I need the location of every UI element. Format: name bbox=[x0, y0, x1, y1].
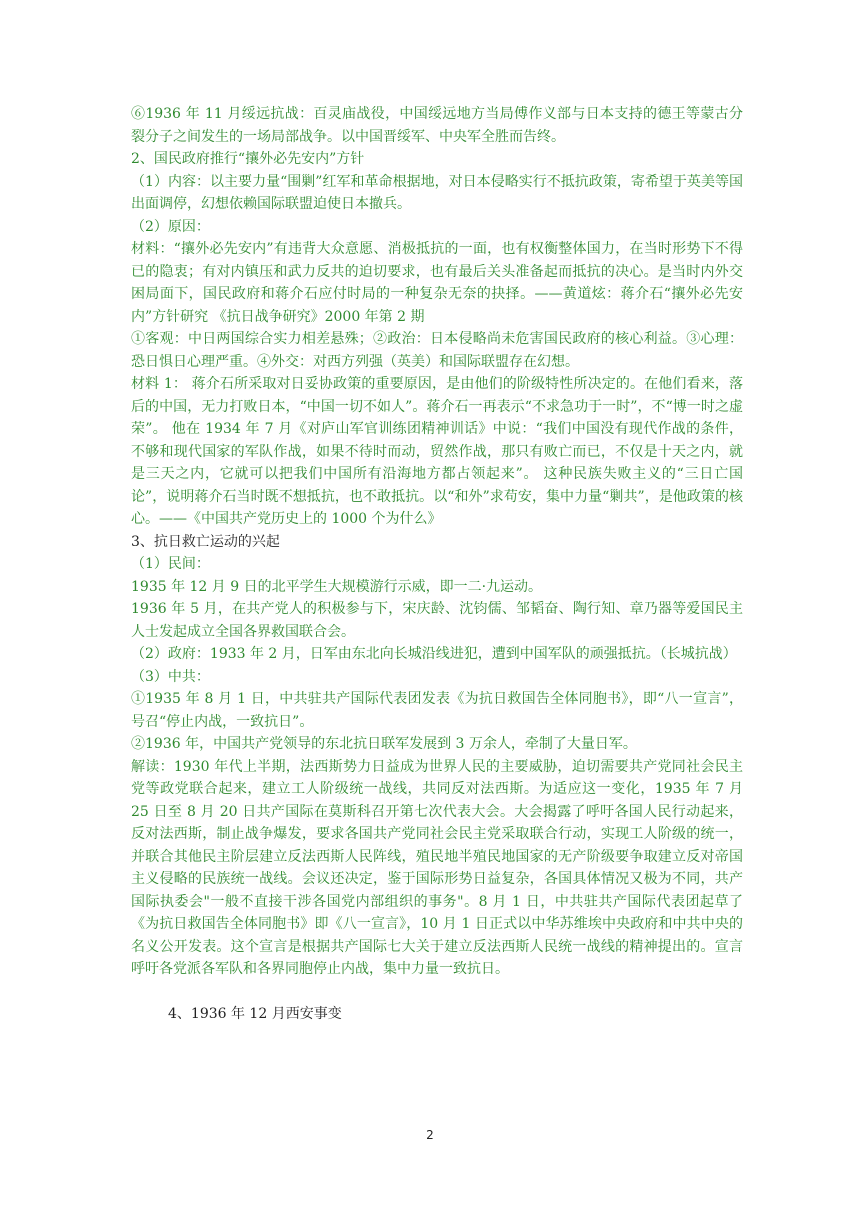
heading-section-2: 2、国民政府推行“攘外必先安内”方针 bbox=[131, 151, 365, 167]
paragraph-interpretation: 解读：1930 年代上半期，法西斯势力日益成为世界人民的主要威胁，迫切需要共产党同社会民主党等政党联合起来，建立工人阶级统一战线，共同反对法西斯。为适应这一变化，1935 年 7 月 25 日至 8 月 20 日共产国际在莫斯科召开第七次代表大会。大会揭露了呼吁各国人民行动起来，反对法西斯，制止战争爆发，要求各国共产党同社会民主党采取联合行动，实现工人阶级的统一，并联合其他民主阶层建立反法西斯人民阵线，殖民地半殖民地国家的无产阶级要争取建立反对帝国主义侵略的民族统一战线。会议还决定，鉴于国际形势日益复杂，各国具体情况又极为不同，共产国际执委会"一般不直接干涉各国党内部组织的事务"。8 月 1 日，中共驻共产国际代表团起草了《为抗日救国告全体同胞书》即《八一宣言》，10 月 1 日正式以中华苏维埃中央政府和中共中央的名义公开发表。这个宣言是根据共产国际七大关于建立反法西斯人民统一战线的精神提出的。宣言呼吁各党派各军队和各界同胞停止内战，集中力量一致抗日。 bbox=[131, 758, 743, 977]
heading-section-4: 4、1936 年 12 月西安事变 bbox=[168, 1005, 342, 1022]
paragraph-salvation-association: 1936 年 5 月，在共产党人的积极参与下，宋庆龄、沈钧儒、邹韬奋、陶行知、章乃器等爱国民主人士发起成立全国各界救国联合会。 bbox=[131, 601, 743, 640]
paragraph-ccp-label: （3）中共： bbox=[131, 668, 210, 685]
paragraph-suiyuan: ⑥1936 年 11 月绥远抗战：百灵庙战役，中国绥远地方当局傅作义部与日本支持的德王等蒙古分裂分子之间发生的一场局部战争。以中国晋绥军、中央军全胜而告终。 bbox=[131, 106, 743, 145]
paragraph-material-1: 材料 1： 蒋介石所采取对日妥协政策的重要原因，是由他们的阶级特性所决定的。在他们看来，落后的中国，无力打败日本，“中国一切不如人”。蒋介石一再表示“不求急功于一时”，不“博一时之虚荣”。 他在 1934 年 7 月《对庐山军官训练团精神训话》中说：“我们中国没有现代作战的条件，不够和现代国家的军队作战，如果不待时而动，贸然作战，那只有败亡而已，不仅是十天之内，就是三天之内，它就可以把我们中国所有沿海地方都占领起来”。 这种民族失败主义的“三日亡国论”，说明蒋介石当时既不想抵抗，也不敢抵抗。以“和外”求苟安，集中力量“剿共”，是他政策的核心。——《中国共产党历史上的 1000 个为什么》 bbox=[131, 376, 743, 527]
paragraph-civil-label: （1）民间： bbox=[131, 556, 210, 572]
paragraph-content: （1）内容：以主要力量“围剿”红军和革命根据地，对日本侵略实行不抵抗政策，寄希望于英美等国出面调停，幻想依赖国际联盟迫使日本撤兵。 bbox=[131, 173, 743, 212]
paragraph-material: 材料：“攘外必先安内”有违背大众意愿、消极抵抗的一面，也有权衡整体国力，在当时形势下不得已的隐衷；有对内镇压和武力反共的迫切要求，也有最后关头准备起而抵抗的决心。是当时内外交困局面下，国民政府和蒋介石应付时局的一种复杂无奈的抉择。——黄道炫：蒋介石“攘外必先安内”方针研究 《抗日战争研究》2000 年第 2 期 bbox=[131, 241, 743, 325]
page-number: 2 bbox=[426, 1128, 434, 1142]
document-body bbox=[131, 103, 743, 1025]
paragraph-northeast-army: ②1936 年，中国共产党领导的东北抗日联军发展到 3 万余人，牵制了大量日军。 bbox=[131, 736, 637, 752]
paragraph-december-9: 1935 年 12 月 9 日的北平学生大规模游行示威，即一二·九运动。 bbox=[131, 578, 543, 595]
paragraph-reasons-list: ①客观：中日两国综合实力相差悬殊；②政治：日本侵略尚未危害国民政府的核心利益。③心理：恐日惧日心理严重。④外交：对西方列强（英美）和国际联盟存在幻想。 bbox=[131, 331, 743, 370]
paragraph-reason-label: （2）原因： bbox=[131, 218, 210, 235]
paragraph-august-1-declaration: ①1935 年 8 月 1 日，中共驻共产国际代表团发表《为抗日救国告全体同胞书》，即“八一宣言”，号召“停止内战，一致抗日”。 bbox=[131, 691, 743, 730]
heading-section-3: 3、抗日救亡运动的兴起 bbox=[131, 533, 280, 550]
paragraph-government: （2）政府：1933 年 2 月，日军由东北向长城沿线进犯，遭到中国军队的顽强抵抗。（长城抗战） bbox=[131, 646, 737, 662]
